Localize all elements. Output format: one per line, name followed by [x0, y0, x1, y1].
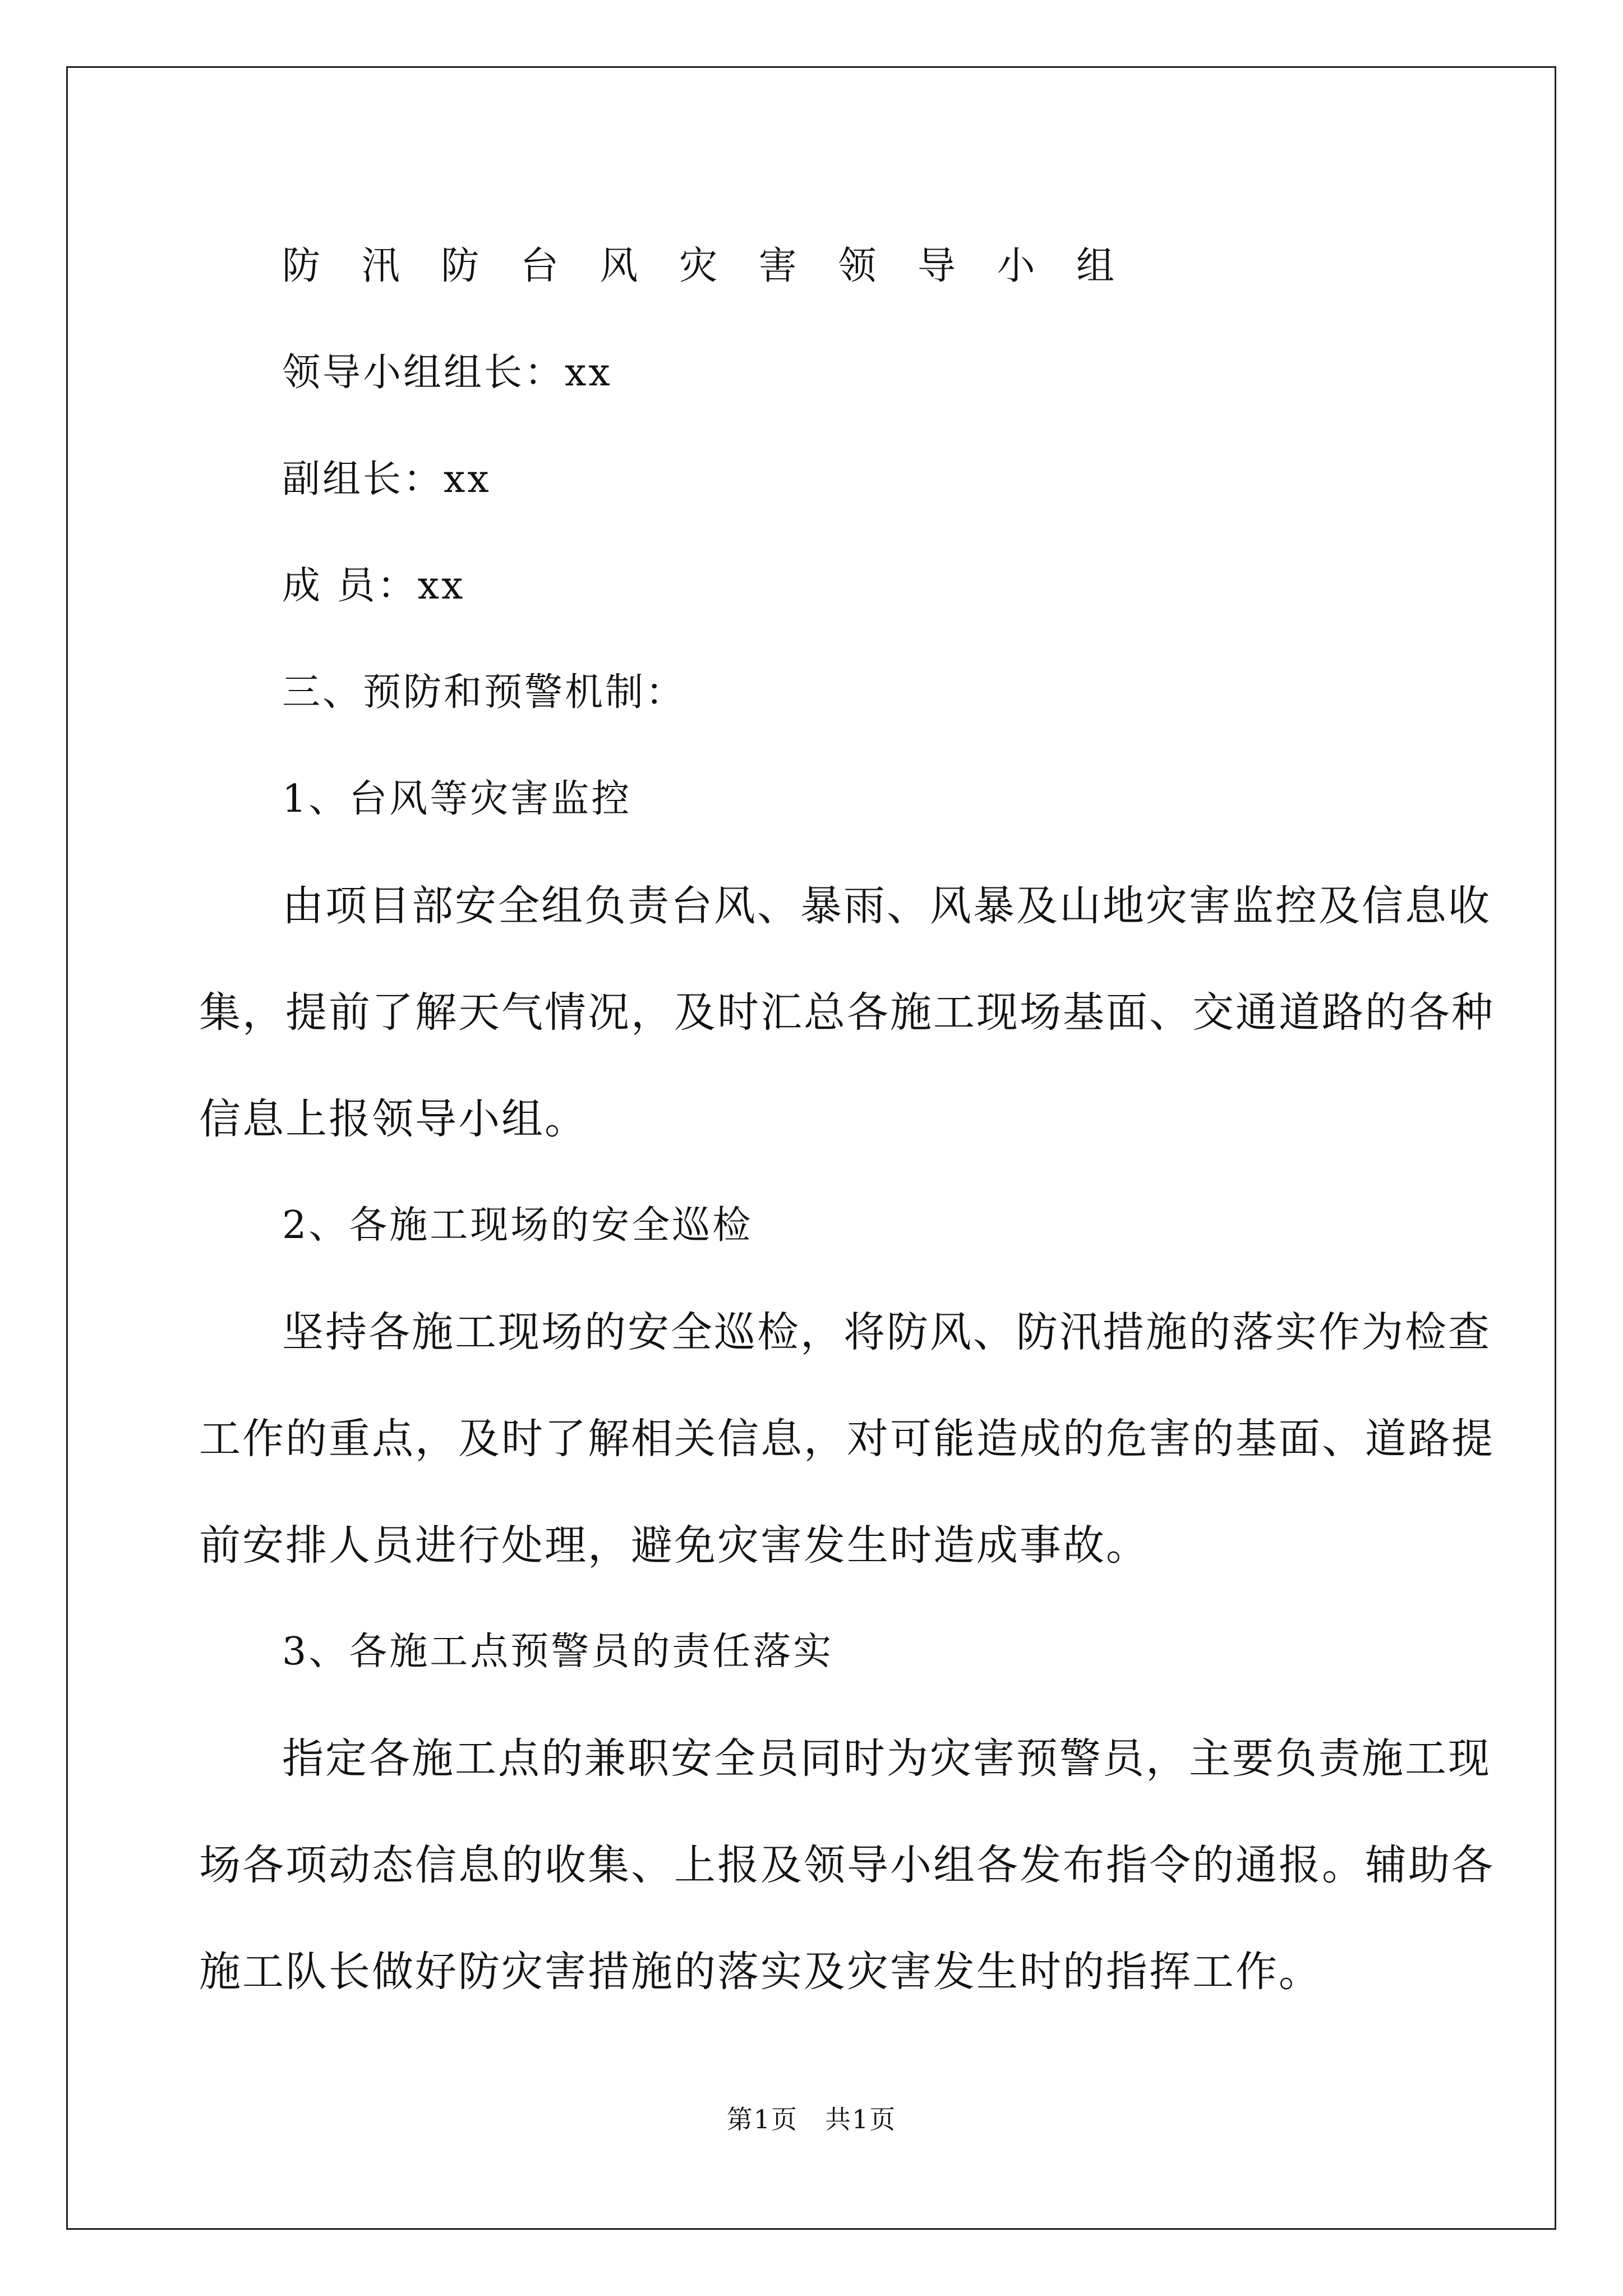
- document-title: 防 汛 防 台 风 灾 害 领 导 小 组: [282, 244, 1129, 288]
- document-body: [199, 213, 1495, 2025]
- item1-heading: 1、台风等灾害监控: [282, 777, 632, 821]
- item2-heading: 2、各施工现场的安全巡检: [282, 1203, 753, 1248]
- paragraph-line: 施工队长做好防灾害措施的落实及灾害发生时的指挥工作。: [199, 1948, 1322, 1996]
- deputy-line: 副组长：xx: [282, 457, 491, 501]
- paragraph-line: 工作的重点，及时了解相关信息，对可能造成的危害的基面、道路提: [199, 1415, 1495, 1463]
- paragraph-line: 前安排人员进行处理，避免灾害发生时造成事故。: [199, 1521, 1149, 1570]
- section-heading: 三、预防和预警机制：: [282, 670, 686, 715]
- item1-paragraph: [199, 853, 1495, 1172]
- members-line: 成 员：xx: [282, 564, 465, 608]
- paragraph-line: 坚持各施工现场的安全巡检，将防风、防汛措施的落实作为检查: [282, 1308, 1491, 1356]
- paragraph-line: 由项目部安全组负责台风、暴雨、风暴及山地灾害监控及信息收: [282, 882, 1491, 930]
- paragraph-line: 指定各施工点的兼职安全员同时为灾害预警员，主要负责施工现: [282, 1734, 1491, 1783]
- page-number-footer: 第1页 共1页: [726, 2104, 897, 2134]
- paragraph-line: 场各项动态信息的收集、上报及领导小组各发布指令的通报。辅助各: [199, 1841, 1495, 1889]
- item3-heading: 3、各施工点预警员的责任落实: [282, 1630, 834, 1674]
- paragraph-line: 集，提前了解天气情况，及时汇总各施工现场基面、交通道路的各种: [199, 988, 1495, 1037]
- item2-paragraph: [199, 1279, 1495, 1599]
- leader-line: 领导小组组长：xx: [282, 351, 612, 395]
- paragraph-line: 信息上报领导小组。: [199, 1095, 588, 1143]
- item3-paragraph: [199, 1705, 1495, 2025]
